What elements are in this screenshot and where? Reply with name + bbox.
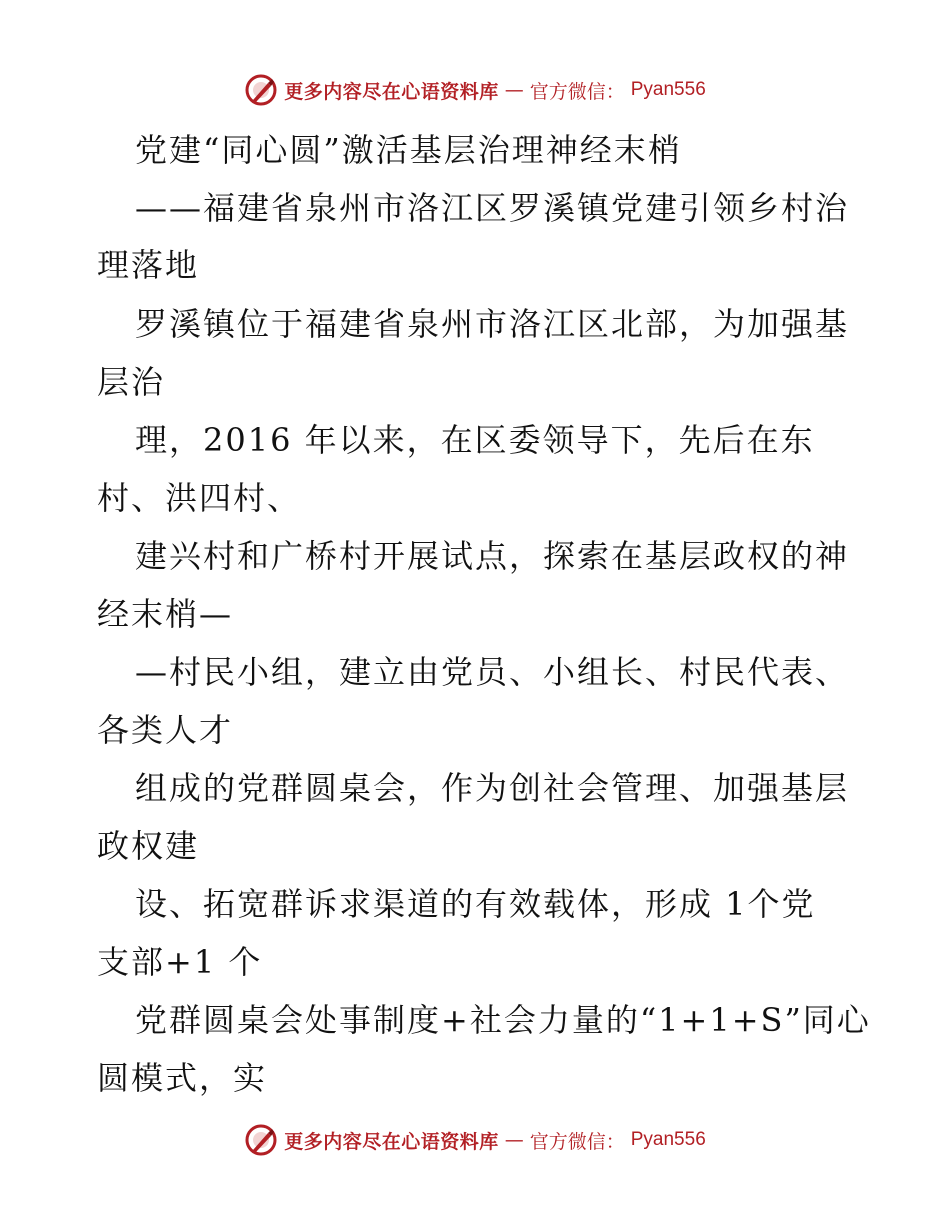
paragraph-line: 支部+1 个 [97,943,263,981]
paragraph-line: 罗溪镇位于福建省泉州市洛江区北部，为加强基 [135,305,850,343]
paragraph-line: 建兴村和广桥村开展试点，探索在基层政权的神 [135,537,850,575]
paragraph-line: 层治 [97,363,166,401]
document-title: 党建“同心圆”激活基层治理神经末梢 [135,131,682,169]
paragraph-line: 各类人才 [97,711,234,749]
paragraph-line: 圆模式，实 [97,1059,268,1097]
paragraph-line: 理，2016 年以来，在区委领导下，先后在东 [135,421,815,459]
banner-wechat-id: Pyan556 [630,1129,706,1150]
pen-logo-icon [244,1123,278,1157]
paragraph-line: 村、洪四村、 [97,479,302,517]
header-watermark-banner [0,70,950,110]
paragraph-line: 政权建 [97,827,200,865]
document-subtitle: ——福建省泉州市洛江区罗溪镇党建引领乡村治 [135,189,850,227]
paragraph-line: 党群圆桌会处事制度+社会力量的“1+1+S”同心 [135,1001,871,1039]
banner-wechat-label: 官方微信： [529,80,625,103]
banner-slogan: 更多内容尽在心语资料库 [284,1130,499,1153]
banner-separator: — [504,79,524,101]
paragraph-line: 经末梢— [97,595,234,633]
pen-logo-icon [244,73,278,107]
footer-watermark-banner [0,1120,950,1160]
banner-wechat-label: 官方微信： [529,1130,625,1153]
paragraph-line: 组成的党群圆桌会，作为创社会管理、加强基层 [135,769,850,807]
document-subtitle-cont: 理落地 [97,246,200,284]
paragraph-line: 设、拓宽群诉求渠道的有效载体，形成 1个党 [135,885,816,923]
banner-slogan: 更多内容尽在心语资料库 [284,80,499,103]
banner-wechat-id: Pyan556 [630,79,706,100]
paragraph-line: —村民小组，建立由党员、小组长、村民代表、 [135,653,850,691]
banner-separator: — [504,1129,524,1151]
